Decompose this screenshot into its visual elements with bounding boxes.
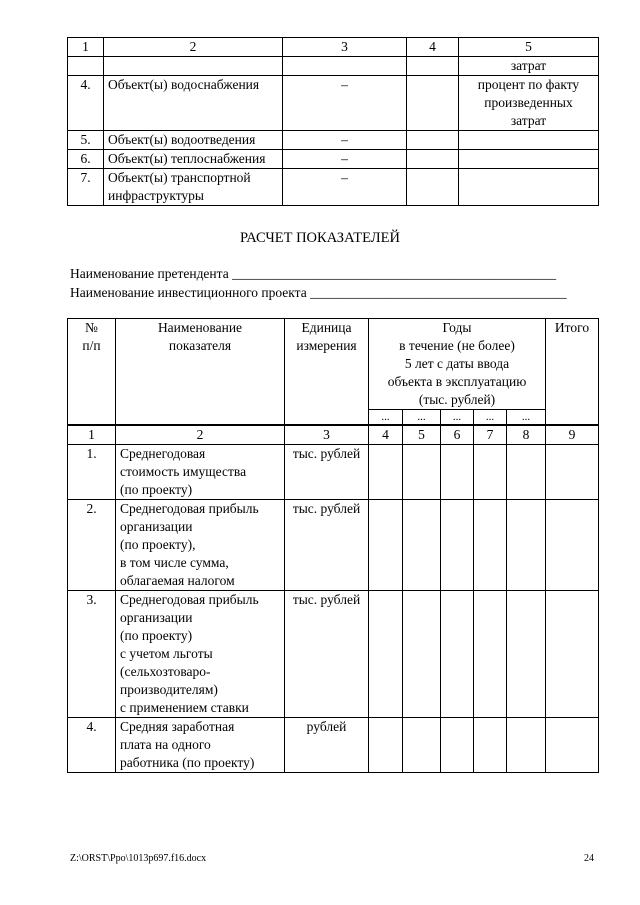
cell (507, 500, 546, 591)
indicators-table (67, 425, 599, 773)
cell (407, 57, 459, 76)
col-number: 2 (116, 426, 285, 445)
year-col: ... (441, 410, 474, 425)
col-number: 3 (285, 426, 369, 445)
row-number: 2. (68, 500, 116, 591)
cell (68, 57, 104, 76)
table-header-row (68, 319, 599, 410)
cell (474, 500, 507, 591)
cell (441, 591, 474, 718)
col-number: 1 (68, 426, 116, 445)
table-row (68, 591, 599, 718)
year-col: ... (474, 410, 507, 425)
row-name: Объект(ы) теплоснабжения (104, 150, 283, 169)
cell (546, 718, 599, 773)
footer-file-path: Z:\ORST\Ppo\1013p697.f16.docx (70, 853, 207, 864)
row-unit: тыс. рублей (285, 445, 369, 500)
objects-table (67, 37, 599, 206)
year-col: ... (369, 410, 403, 425)
cell (441, 445, 474, 500)
year-col: ... (507, 410, 546, 425)
table-row (68, 131, 599, 150)
cell (459, 150, 599, 169)
row-unit: тыс. рублей (285, 591, 369, 718)
table-row (68, 169, 599, 206)
cell (546, 445, 599, 500)
row-number: 1. (68, 445, 116, 500)
header-number: № п/п (68, 319, 116, 425)
cell (546, 591, 599, 718)
cell (546, 500, 599, 591)
cell (407, 76, 459, 131)
col-number: 5 (459, 38, 599, 57)
project-name-line: Наименование инвестиционного проекта ______________________________________ (70, 285, 567, 300)
col-number: 4 (407, 38, 459, 57)
cell (369, 591, 403, 718)
row-number: 5. (68, 131, 104, 150)
cell (283, 57, 407, 76)
header-total: Итого (546, 319, 599, 425)
cell: – (283, 76, 407, 131)
cell (403, 445, 441, 500)
col-number: 2 (104, 38, 283, 57)
cell: – (283, 131, 407, 150)
cell (407, 169, 459, 206)
cell (104, 57, 283, 76)
year-col: ... (403, 410, 441, 425)
cell (407, 131, 459, 150)
row-name: Среднегодовая прибыль организации (по проекту), в том числе сумма, облагаемая налогом (116, 500, 285, 591)
cell: процент по факту произведенных затрат (459, 76, 599, 131)
cell (441, 500, 474, 591)
table-header-row (68, 426, 599, 445)
cell (459, 169, 599, 206)
header-name: Наименование показателя (116, 319, 285, 425)
row-number: 6. (68, 150, 104, 169)
cell (507, 445, 546, 500)
row-number: 3. (68, 591, 116, 718)
row-name: Объект(ы) водоотведения (104, 131, 283, 150)
table-row (68, 718, 599, 773)
table-row (68, 445, 599, 500)
cell (474, 591, 507, 718)
row-name: Средняя заработная плата на одного работника (по проекту) (116, 718, 285, 773)
col-number: 7 (474, 426, 507, 445)
col-number: 1 (68, 38, 104, 57)
table-row (68, 76, 599, 131)
row-name: Среднегодовая прибыль организации (по проекту) с учетом льготы (сельхозтоваро- производителям) с применением ставки (116, 591, 285, 718)
page-number: 24 (584, 853, 594, 864)
row-name: Среднегодовая стоимость имущества (по проекту) (116, 445, 285, 500)
cell (407, 150, 459, 169)
cell (441, 718, 474, 773)
col-number: 4 (369, 426, 403, 445)
applicant-name-line: Наименование претендента ________________________________________________ (70, 266, 557, 281)
section-title: РАСЧЕТ ПОКАЗАТЕЛЕЙ (240, 230, 400, 246)
row-unit: рублей (285, 718, 369, 773)
cell (474, 718, 507, 773)
row-number: 4. (68, 76, 104, 131)
cell (403, 591, 441, 718)
row-unit: тыс. рублей (285, 500, 369, 591)
col-number: 8 (507, 426, 546, 445)
cell (369, 445, 403, 500)
row-number: 4. (68, 718, 116, 773)
row-name: Объект(ы) водоснабжения (104, 76, 283, 131)
cell (369, 500, 403, 591)
header-unit: Единица измерения (285, 319, 369, 425)
indicators-header-table (67, 318, 599, 425)
cell: затрат (459, 57, 599, 76)
row-number: 7. (68, 169, 104, 206)
cell (403, 500, 441, 591)
table-row (68, 500, 599, 591)
cell (507, 718, 546, 773)
cell: – (283, 150, 407, 169)
cell (403, 718, 441, 773)
cell (459, 131, 599, 150)
row-name: Объект(ы) транспортной инфраструктуры (104, 169, 283, 206)
col-number: 6 (441, 426, 474, 445)
table-header-row (68, 38, 599, 57)
cell (369, 718, 403, 773)
header-years: Годы в течение (не более) 5 лет с даты ввода объекта в эксплуатацию (тыс. рублей) (369, 319, 546, 410)
cell (474, 445, 507, 500)
col-number: 5 (403, 426, 441, 445)
cell (507, 591, 546, 718)
col-number: 3 (283, 38, 407, 57)
cell: – (283, 169, 407, 206)
col-number: 9 (546, 426, 599, 445)
table-row (68, 57, 599, 76)
table-row (68, 150, 599, 169)
